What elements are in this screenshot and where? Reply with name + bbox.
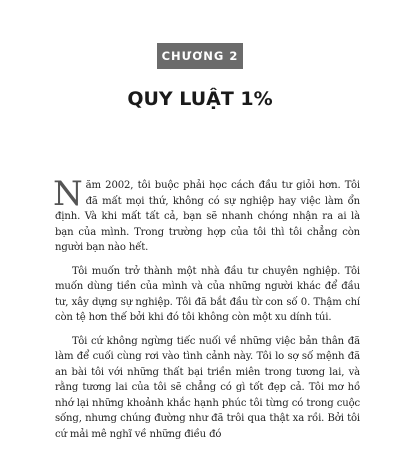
paragraph-3: Tôi cứ không ngừng tiếc nuối về những việc bản thân đã làm để cuối cùng rơi vào tình cảnh này. Tôi lo sợ số mệnh đã an bài tôi với những thất bại triền miên trong tương lai, và rằng tương lai của tôi sẽ chẳng có gì tốt đẹp cả. Tôi mơ hồ nhớ lại những khoảnh khắc hạnh phúc tôi từng có trong cuộc sống, nhưng chúng đường như đã trôi qua thật xa rồi. Bởi tôi cứ mải mê nghĩ về những điều đó (55, 335, 360, 440)
drop-cap: N (53, 174, 83, 214)
body-text (53, 174, 360, 450)
chapter-title: QUY LUẬT 1% (127, 88, 273, 110)
chapter-label: CHƯƠNG 2 (157, 43, 243, 69)
paragraph-2: Tôi muốn trở thành một nhà đầu tư chuyên nghiệp. Tôi muốn dùng tiền của mình và của những người khác để đầu tư, xây dựng sự nghiệp. Tôi đã bắt đầu từ con số 0. Thậm chí còn tệ hơn thế bởi khi đó tôi không còn một xu dính túi. (55, 265, 360, 323)
paragraph-1 (53, 174, 360, 256)
paragraph-1-text: ăm 2002, tôi buộc phải học cách đầu tư giỏi hơn. Tôi đã mất mọi thứ, không có sự nghiệp hay việc làm ổn định. Và khi mất tất cả, bạn sẽ nhanh chóng nhận ra ai là bạn của mình. Trong trường hợp của tôi thì tôi chẳng còn người bạn nào hết. (55, 180, 360, 253)
